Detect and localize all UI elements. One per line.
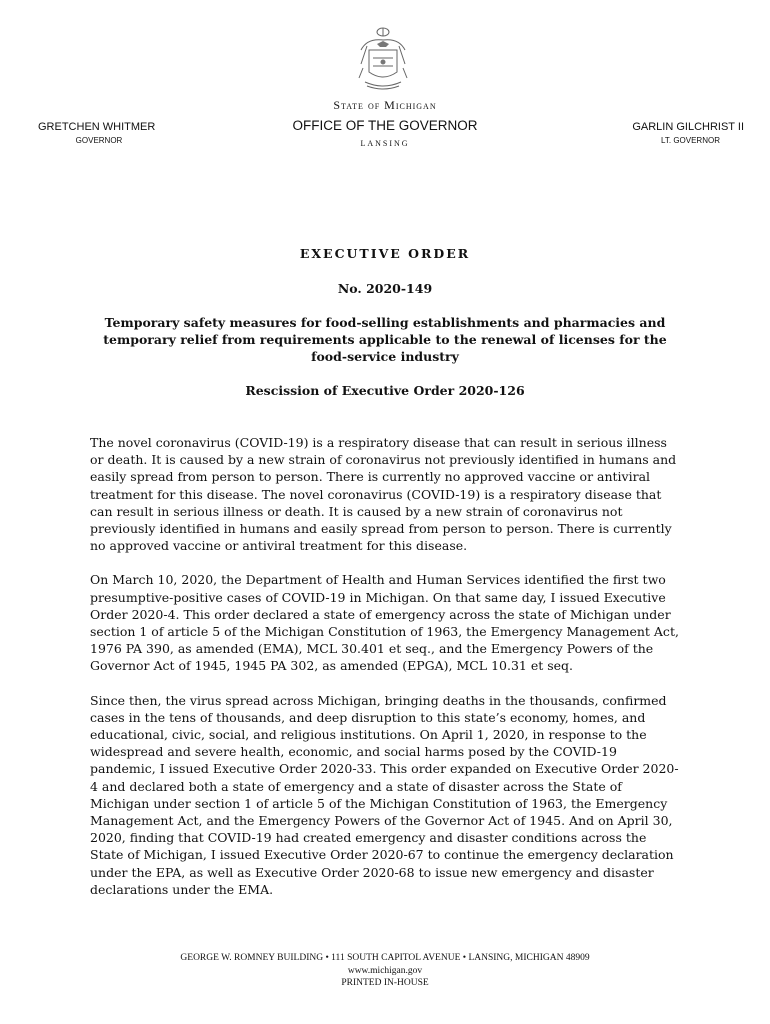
body-paragraph: Since then, the virus spread across Michigan, bringing deaths in the thousands, confirmed cases in the tens of thousands, and deep disruption to this state’s economy, homes, and educational, civic, social, and religious institutions. On April 1, 2020, in response to the widespread and severe health, economic, and social harms posed by the COVID-19 pandemic, I issued Executive Order 2020-33. This order expanded on Executive Order 2020-4 and declared both a state of emergency and a state of disaster across the State of Michigan under section 1 of article 5 of the Michigan Constitution of 1963, the Emergency Management Act, and the Emergency Powers of the Governor Act of 1945. And on April 30, 2020, finding that COVID-19 had created emergency and disaster conditions across the State of Michigan, I issued Executive Order 2020-67 to continue the emergency declaration under the EPA, as well as Executive Order 2020-68 to issue new emergency and disaster declarations under the EMA. [90,692,679,897]
order-number: No. 2020-149 [337,281,433,296]
footer-website: www.michigan.gov [347,965,423,976]
lt-governor-name: GARLIN GILCHRIST II [632,121,744,133]
governor-title: GOVERNOR [75,136,123,145]
order-rescission: Rescission of Executive Order 2020-126 [245,383,525,398]
footer-printed: PRINTED IN-HOUSE [341,978,429,988]
office-title: OFFICE OF THE GOVERNOR [292,118,478,133]
governor-name: GRETCHEN WHITMER [38,121,156,133]
lt-governor-title: LT. GOVERNOR [661,136,720,145]
state-name: State of Michigan [333,98,437,112]
michigan-seal-icon [353,24,413,92]
body-paragraph: The novel coronavirus (COVID-19) is a respiratory disease that can result in serious illness or death. It is caused by a new strain of coronavirus not previously identified in humans and easily spread from person to person. There is currently no approved vaccine or antiviral treatment for this disease. The novel coronavirus (COVID-19) is a respiratory disease that can result in serious illness or death. It is caused by a new strain of coronavirus not previously identified in humans and easily spread from person to person. There is currently no approved vaccine or antiviral treatment for this disease. [90,435,677,554]
body-paragraph: On March 10, 2020, the Department of Health and Human Services identified the first two presumptive-positive cases of COVID-19 in Michigan. On that same day, I issued Executive Order 2020-4. This order declared a state of emergency across the state of Michigan under section 1 of article 5 of the Michigan Constitution of 1963, the Emergency Management Act, 1976 PA 390, as amended (EMA), MCL 30.401 et seq., and the Emergency Powers of the Governor Act of 1945, 1945 PA 302, as amended (EPGA), MCL 10.31 et seq. [90,572,679,674]
order-subject: Temporary safety measures for food-selling establishments and pharmacies and temporary relief from requirements applicable to the renewal of licenses for the food-service industry [103,315,667,364]
city-name: LANSING [360,139,410,148]
footer-address: GEORGE W. ROMNEY BUILDING • 111 SOUTH CAPITOL AVENUE • LANSING, MICHIGAN 48909 [180,953,590,963]
page-footer [0,952,770,990]
order-heading: EXECUTIVE ORDER [299,246,471,261]
order-body [90,434,680,915]
